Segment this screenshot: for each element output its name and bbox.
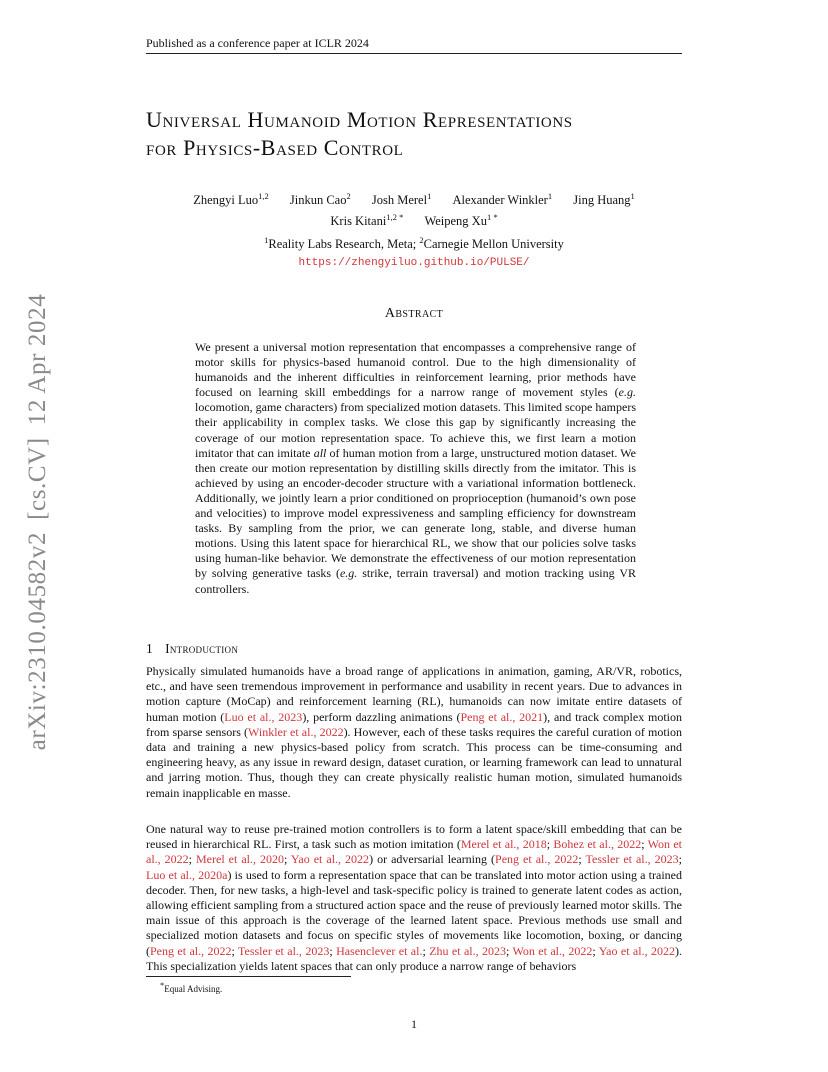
- author: Alexander Winkler$^1$: [452, 191, 553, 208]
- author: Jing Huang$^1$: [573, 191, 635, 208]
- affiliation-block: [146, 232, 682, 272]
- author-line-1: [146, 188, 682, 209]
- citation-link[interactable]: Won et al., 2022: [512, 943, 593, 958]
- abstract-heading: Abstract: [384, 306, 444, 321]
- citation-link[interactable]: Yao et al., 2022: [598, 943, 675, 958]
- page-number: 1: [411, 1017, 417, 1031]
- author: Jinkun Cao$^2$: [289, 191, 351, 208]
- citation-link[interactable]: Hasenclever et al.: [336, 943, 423, 958]
- footnote: *Equal Advising.: [160, 980, 223, 994]
- arxiv-category: [cs.CV]: [24, 437, 51, 520]
- affiliation-line: $^1$Reality Labs Research, Meta; $^2$Carnegie Mellon University: [264, 235, 564, 252]
- arxiv-id: arXiv:2310.04582v2: [24, 531, 51, 751]
- citation-link[interactable]: Bohez et al., 2022: [553, 837, 642, 852]
- citation-link[interactable]: Winkler et al., 2022: [248, 724, 344, 739]
- citation-link[interactable]: Won et al., 2022: [146, 837, 682, 867]
- footnote-rule: [146, 976, 351, 977]
- title-line-2: for Physics-Based Control: [146, 135, 404, 160]
- citation-link[interactable]: Peng et al., 2021: [460, 709, 544, 724]
- citation-link[interactable]: Zhu et al., 2023: [429, 943, 507, 958]
- author-line-2: [146, 209, 682, 230]
- project-url-link[interactable]: https://zhengyiluo.github.io/PULSE/: [298, 257, 530, 270]
- running-header: Published as a conference paper at ICLR 2024: [146, 36, 369, 50]
- citation-link[interactable]: Luo et al., 2020a: [146, 867, 228, 882]
- citation-link[interactable]: Peng et al., 2022: [495, 852, 579, 867]
- paper-title: [146, 106, 706, 162]
- citation-link[interactable]: Luo et al., 2023: [224, 709, 303, 724]
- arxiv-stamp: [24, 288, 52, 757]
- intro-paragraph-2: One natural way to reuse pre-trained motion controllers is to form a latent space/skill embedding that can be reused in hierarchical RL. First, a task such as motion imitation (Merel et al., 2018; Bohez et al., 2022; Won et al., 2022; Merel et al., 2020; Yao et al., 2022) or adversarial learning (Peng et al., 2022; Tessler et al., 2023; Luo et al., 2020a) is used to form a representation space that can be translated into motor action using a trained decoder. Then, for new tasks, a high-level and task-specific policy is trained to generate latent codes as action, allowing efficient sampling from a structured action space and the reuse of previously learned motor skills. The main issue of this approach is the coverage of the learned latent space. Previous methods use small and specialized motion datasets and focus on specific styles of movements like locomotion, boxing, or dancing (Peng et al., 2022; Tessler et al., 2023; Hasenclever et al.; Zhu et al., 2023; Won et al., 2022; Yao et al., 2022). This specialization yields latent spaces that can only produce a narrow range of behaviors: [146, 822, 682, 973]
- header-rule: [146, 53, 682, 54]
- author: Weipeng $Xu^{1 *}$: [424, 212, 498, 229]
- title-line-1: Universal Humanoid Motion Representations: [146, 107, 573, 132]
- citation-link[interactable]: Merel et al., 2020: [196, 852, 285, 867]
- abstract-body: We present a universal motion representation that encompasses a comprehensive range of motor skills for physics-based humanoid control. Due to the high dimensionality of humanoids and the inherent difficulties in reinforcement learning, prior methods have focused on learning skill embeddings for a narrow range of movement styles (e.g. locomotion, game characters) from specialized motion datasets. This limited scope hampers their applicability in complex tasks. We close this gap by significantly increasing the coverage of our motion representation space. To achieve this, we first learn a motion imitator that can imitate all of human motion from a large, unstructured motion dataset. We then create our motion representation by distilling skills directly from the imitator. This is achieved by using an encoder-decoder structure with a variational information bottleneck. Additionally, we jointly learn a prior conditioned on proprioception (humanoid’s own pose and velocities) to improve model expressiveness and sampling efficiency for downstream tasks. By sampling from the prior, we can generate long, stable, and diverse human motions. Using this latent space for hierarchical RL, we show that our policies solve tasks using human-like behavior. We demonstrate the effectiveness of our motion representation by solving generative tasks (e.g. strike, terrain traversal) and motion tracking using VR controllers.: [195, 340, 636, 596]
- citation-link[interactable]: Yao et al., 2022: [290, 852, 370, 867]
- author: Kris Kitani$^{1,2 *}$: [330, 212, 404, 229]
- section-heading-introduction: 1 Introduction: [146, 641, 239, 656]
- author: Zhengyi Luo$^{1,2}$: [193, 191, 269, 208]
- intro-paragraph-1: Physically simulated humanoids have a broad range of applications in animation, gaming, AR/VR, robotics, etc., and have seen tremendous improvement in performance and usability in recent years. Due to advances in motion capture (MoCap) and reinforcement learning (RL), humanoids can now imitate entire datasets of human motion (Luo et al., 2023), perform dazzling animations (Peng et al., 2021), and track complex motion from sparse sensors (Winkler et al., 2022). However, each of these tasks requires the careful curation of motion data and training a new physics-based policy from scratch. This process can be time-consuming and engineering heavy, as any issue in reward design, dataset curation, or learning framework can lead to unnatural and jarring motion. Thus, though they can create physically realistic human motion, simulated humanoids remain inapplicable en masse.: [146, 664, 682, 800]
- citation-link[interactable]: Peng et al., 2022: [150, 943, 232, 958]
- author: Josh Merel$^1$: [371, 191, 432, 208]
- arxiv-date: 12 Apr 2024: [24, 293, 51, 426]
- citation-link[interactable]: Tessler et al., 2023: [238, 943, 330, 958]
- citation-link[interactable]: Merel et al., 2018: [460, 837, 547, 852]
- citation-link[interactable]: Tessler et al., 2023: [585, 852, 679, 867]
- author-list: [146, 188, 682, 230]
